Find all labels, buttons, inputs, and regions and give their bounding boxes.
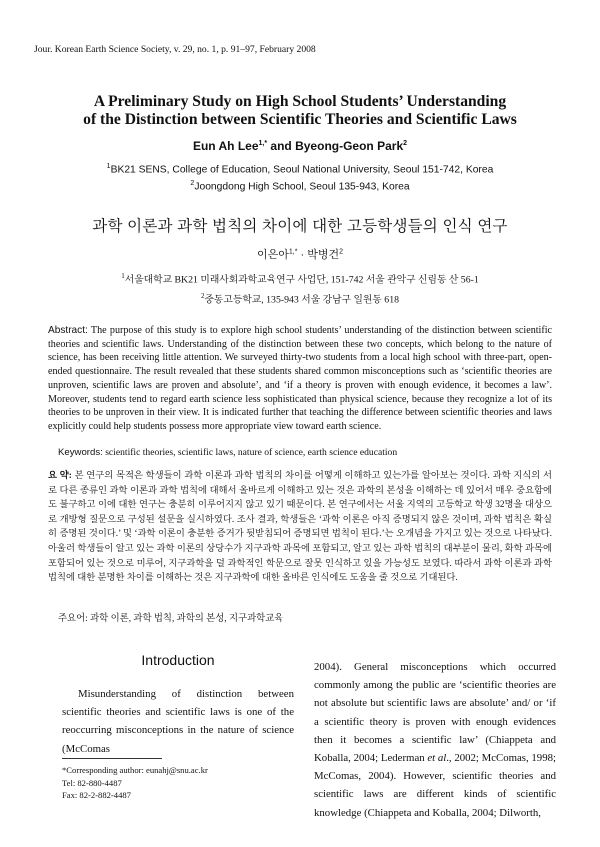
footnote-tel: Tel: 82-880-4487 xyxy=(62,777,122,788)
journal-citation: Jour. Korean Earth Science Society, v. 29, no. 1, p. 91–97, February 2008 xyxy=(34,44,316,55)
footnote-fax: Fax: 82-2-882-4487 xyxy=(62,790,131,800)
affiliation-line xyxy=(30,268,570,288)
author-superscript: 2 xyxy=(403,140,408,147)
abstract-label: Abstract: xyxy=(48,325,88,336)
author-name: 박병건 xyxy=(307,249,340,261)
affiliation-line xyxy=(30,177,570,194)
abstract-ko xyxy=(48,469,552,586)
affiliation-superscript: 1 xyxy=(121,272,125,280)
affiliation-text: Joongdong High School, Seoul 135-943, Korea xyxy=(194,181,410,193)
author-name: Eun Ah Lee xyxy=(192,139,259,153)
abstract-ko-label: 요 약: xyxy=(48,471,72,481)
affiliation-superscript: 2 xyxy=(190,180,195,188)
footnote xyxy=(62,764,208,802)
right-column-paragraph xyxy=(314,658,556,822)
affiliation-text: 중동고등학교, 135-943 서울 강남구 일원동 618 xyxy=(204,294,400,306)
section-heading-introduction: Introduction xyxy=(141,652,215,668)
korean-title: 과학 이론과 과학 법칙의 차이에 대한 고등학생들의 인식 연구 xyxy=(92,218,508,235)
affiliation-text: BK21 SENS, College of Education, Seoul National University, Seoul 151-742, Korea xyxy=(110,164,494,176)
intro-paragraph: Misunderstanding of distinction between scientific theories and scientific laws is one of the reoccurring misconceptions in the nature of science (McComas xyxy=(62,688,294,755)
affiliations-ko xyxy=(30,268,570,309)
keywords-label: Keywords: xyxy=(58,447,103,458)
abstract-en xyxy=(48,324,552,434)
paper-title-line-1: A Preliminary Study on High School Students’ Understanding xyxy=(93,93,507,110)
author-conjunction: and xyxy=(267,139,296,153)
author-name: Byeong-Geon Park xyxy=(295,139,404,153)
keywords-ko-text: 과학 이론, 과학 법칙, 과학의 본성, 지구과학교육 xyxy=(87,614,284,624)
author-superscript: 2 xyxy=(339,248,344,256)
affiliation-line xyxy=(30,288,570,308)
keywords-ko xyxy=(58,610,552,624)
body-text-italic: et al xyxy=(427,752,447,765)
affiliation-text: 서울대학교 BK21 미래사회과학교육연구 사업단, 151-742 서울 관악구 신림동 산 56-1 xyxy=(124,274,479,286)
affiliation-superscript: 1 xyxy=(106,163,111,170)
author-superscript: 1,* xyxy=(258,140,268,147)
affiliations-en xyxy=(30,160,570,195)
keywords-ko-label: 주요어: xyxy=(58,614,88,624)
author-list xyxy=(30,139,570,153)
author-separator: · xyxy=(297,249,308,261)
affiliation-line xyxy=(30,160,570,177)
abstract-ko-text: 본 연구의 목적은 학생들이 과학 이론과 과학 법칙의 차이를 어떻게 이해하고 있는가를 알아보는 것이다. 과학 지식의 서로 다른 종류인 과학 이론과 과학 법칙에 대해서 올바르게 이해하고 있는 것은 과학의 본성을 이해하는 데 있어서 매우 중요함에도 불구하고 이에 대한 연구는 충분히 이루어지지 않고 있기 때문이다. 본 연구에서는 서울 지역의 고등학교 학생 32명을 대상으로 개방형 질문으로 구성된 설문을 실시하였다. 조사 결과, 학생들은 ‘과학 이론은 아직 증명되지 않은 것이며, 과학 법칙은 확실히 증명된 것이다.’ 및 ‘과학 이론이 충분한 증거가 뒷받침되어 증명되면 법칙이 된다.’는 오개념을 가지고 있는 것으로 나타났다. 아울러 학생들이 알고 있는 과학 이론의 상당수가 지구과학 과목에 포함되고, 알고 있는 과학 법칙의 대부분이 물리, 화학 과목에 포함되어 있는 것으로 미루어, 지구과학을 덜 과학적인 학문으로 잘못 인식하고 있을 가능성도 보였다. 따라서 과학 이론과 과학 법칙에 대한 분명한 차이를 이해하는 것은 지구과학에 대한 올바른 인식에도 도움을 줄 것으로 기대된다. xyxy=(48,471,552,584)
footnote-divider xyxy=(62,758,162,759)
body-text: ., 2002; McComas, 1998; McComas, 2004). However, scientific theories and scientific laws are different kinds of scientific knowledge (Chiappeta and Koballa, 2004; Dilworth, xyxy=(314,752,557,819)
abstract-text: The purpose of this study is to explore high school students’ understanding of the distinction between scientific theories and scientific laws. Understanding of the distinction between these two concepts, which belong to the nature of science, has been receiving little attention. We surveyed thirty-two students from a local high school with three-part, open-ended questionnaire. The result revealed that these students shared common misconceptions such as ‘scientific theories are unproven, scientific laws are proven and absolute’, and ‘if a theory is proven with enough evidence, it becomes a law’. Moreover, students tend to regard earth science less sophisticated than physical science, because they recognize a lot of its theories to be unproven in their view. It is indicated further that teaching the difference between scientific theories and laws explicitly could help students possess more appropriate view toward earth science. xyxy=(48,325,552,432)
body-text: 2004). General misconceptions which occurred commonly among the public are ‘scientific theories are not absolute but scientific laws are absolute’ and/ or ‘if a scientific theory is proven with enough evidences then it becomes a scientific law’ (Chiappeta and Koballa, 2004; Lederman xyxy=(314,661,556,765)
keywords-en xyxy=(58,447,552,458)
footnote-corresponding-author: *Corresponding author: eunahj@snu.ac.kr xyxy=(62,765,208,775)
author-name: 이은아 xyxy=(256,249,289,261)
paper-title-line-2: of the Distinction between Scientific Theories and Scientific Laws xyxy=(83,111,517,128)
keywords-text: scientific theories, scientific laws, nature of science, earth science education xyxy=(102,447,398,458)
affiliation-superscript: 2 xyxy=(200,292,205,301)
author-superscript: 1,* xyxy=(288,248,298,256)
korean-author-list xyxy=(30,246,570,262)
